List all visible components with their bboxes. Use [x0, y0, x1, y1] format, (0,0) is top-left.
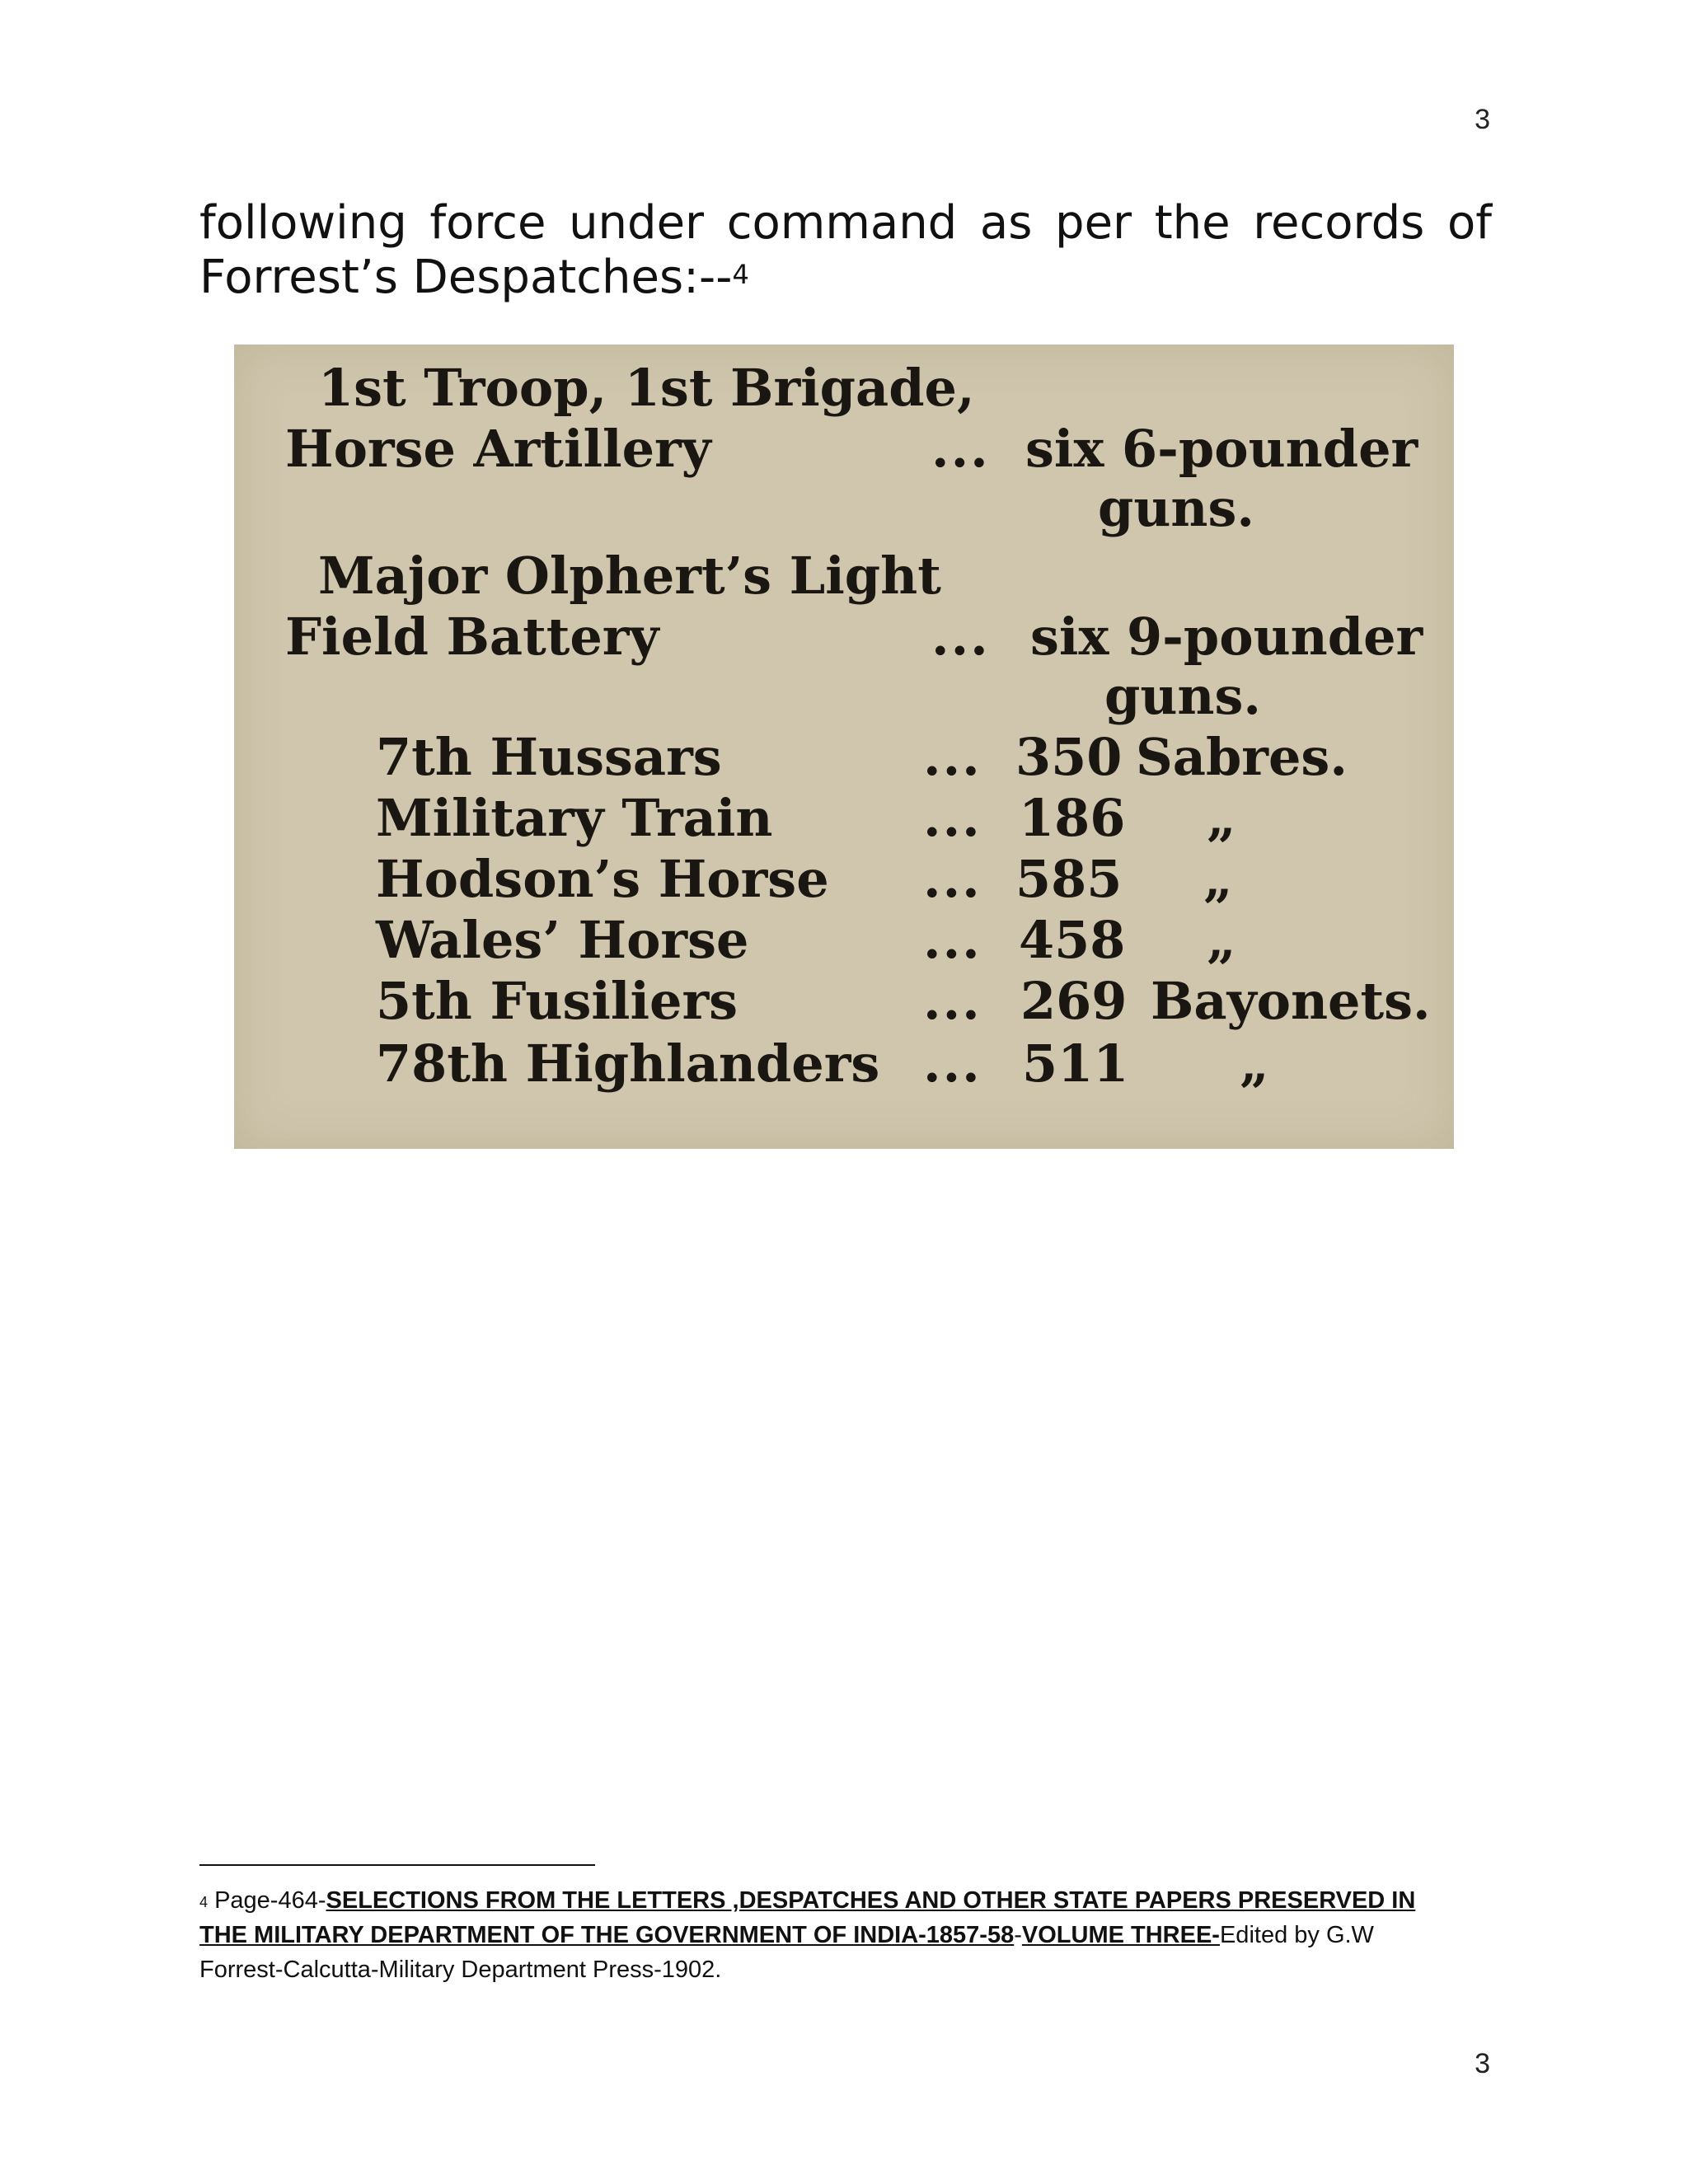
scan-leader-dots: ...: [923, 1033, 982, 1094]
scan-leader-dots: ...: [923, 910, 982, 970]
footnote: [199, 1883, 1436, 1987]
intro-word: per: [1055, 196, 1132, 250]
intro-line-2: [199, 251, 1492, 305]
scan-leader-dots: ...: [931, 419, 990, 479]
scan-guns-word: guns.: [1098, 478, 1254, 538]
footnote-reference[interactable]: 4: [732, 259, 749, 290]
footnote-prefix: Page-464-: [208, 1887, 326, 1914]
scan-guns-horse-artillery: six 6-pounder: [1025, 419, 1418, 479]
scan-unit-horse-artillery: Horse Artillery: [285, 419, 711, 479]
intro-word: command: [726, 196, 958, 250]
scan-unit-name: Hodson’s Horse: [376, 849, 829, 909]
scan-line-olphert: Major Olphert’s Light: [318, 546, 941, 606]
scan-unit-name: 7th Hussars: [376, 727, 722, 787]
scan-unit-name: 5th Fusiliers: [376, 971, 738, 1031]
intro-word: under: [569, 196, 705, 250]
scan-ditto-mark: „: [1207, 788, 1236, 848]
scan-leader-dots: ...: [931, 607, 990, 667]
scan-leader-dots: ...: [923, 849, 982, 909]
scan-unit-name: Wales’ Horse: [376, 910, 749, 970]
footnote-separator: [199, 1864, 595, 1866]
scan-unit-count: 186: [1019, 788, 1126, 848]
scan-guns-word: guns.: [1104, 666, 1261, 726]
page-number-top: 3: [1475, 104, 1490, 135]
scan-guns-field-battery: six 9-pounder: [1030, 607, 1423, 667]
intro-word: following: [199, 196, 407, 250]
intro-paragraph: [199, 196, 1492, 305]
intro-word: as: [979, 196, 1033, 250]
intro-word: force: [429, 196, 546, 250]
scan-ditto-mark: „: [1207, 910, 1236, 970]
scan-ditto-mark: „: [1240, 1033, 1269, 1094]
scan-unit-kind: Bayonets.: [1151, 971, 1431, 1031]
page-number-bottom: 3: [1475, 2048, 1490, 2079]
footnote-volume: VOLUME THREE-: [1021, 1922, 1220, 1948]
footnote-separator-dash: -: [1014, 1922, 1022, 1948]
scan-leader-dots: ...: [923, 727, 982, 787]
intro-word: records: [1253, 196, 1425, 250]
scan-unit-count: 269: [1020, 971, 1128, 1031]
scan-unit-count: 585: [1015, 849, 1123, 909]
intro-word: of: [1447, 196, 1492, 250]
scan-ditto-mark: „: [1203, 849, 1233, 909]
scan-unit-count: 350: [1015, 727, 1123, 787]
intro-line-2-text: Forrest’s Despatches:--: [199, 251, 733, 304]
intro-word: the: [1154, 196, 1231, 250]
scan-unit-name: Military Train: [376, 788, 773, 848]
scan-leader-dots: ...: [923, 971, 982, 1031]
scan-unit-kind: Sabres.: [1136, 727, 1348, 787]
scanned-force-table: [234, 344, 1454, 1149]
scan-line-troop: 1st Troop, 1st Brigade,: [318, 358, 975, 418]
scan-unit-name: 78th Highlanders: [376, 1033, 880, 1094]
scan-unit-count: 511: [1022, 1033, 1129, 1094]
footnote-title: SELECTIONS FROM THE LETTERS ,DESPATCHES AND OTHER STATE PAPERS PRESERVED IN THE MILITARY DEPARTMENT OF THE GOVERNMENT OF INDIA-1857-58: [199, 1887, 1416, 1948]
scan-leader-dots: ...: [923, 788, 982, 848]
scan-unit-field-battery: Field Battery: [285, 607, 659, 667]
intro-line-1: [199, 196, 1492, 251]
scan-unit-count: 458: [1019, 910, 1126, 970]
footnote-publisher: Edited by G.W Forrest-Calcutta-Military Department Press-1902.: [199, 1922, 1374, 1983]
footnote-number: 4: [199, 1894, 209, 1910]
